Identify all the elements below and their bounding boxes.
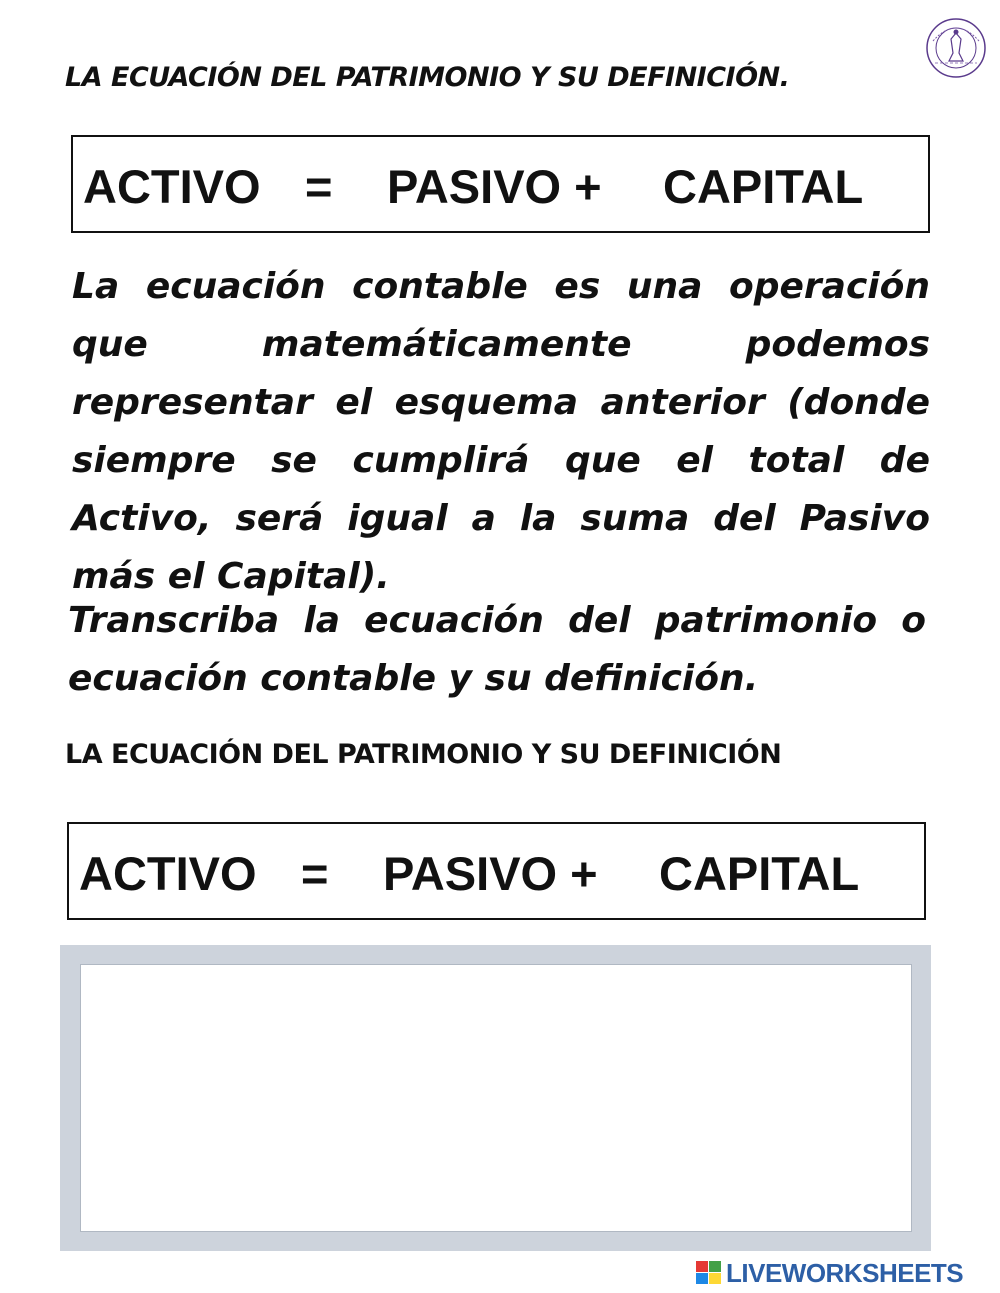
equation-capital: CAPITAL — [663, 160, 864, 213]
exercise-equation-box — [67, 822, 926, 920]
equation-equals: = — [305, 160, 333, 213]
exercise-title: LA ECUACIÓN DEL PATRIMONIO Y SU DEFINICIÓN — [65, 739, 782, 770]
definition-paragraph: La ecuación contable es una operación que matemáticamente podemos representar el esquema anterior (donde siempre se cumplirá que el total de Activo, será igual a la suma del Pasivo más el Capital). — [72, 266, 930, 597]
exercise-equation-activo: ACTIVO — [79, 847, 257, 900]
exercise-equation-equals: = — [301, 847, 329, 900]
instruction-paragraph: Transcriba la ecuación del patrimonio o ecuación contable y su definición. — [68, 600, 926, 699]
liveworksheets-brand: LIVEWORKSHEETS — [726, 1258, 964, 1288]
exercise-equation-capital: CAPITAL — [659, 847, 860, 900]
exercise-equation-pasivo: PASIVO + — [383, 847, 598, 900]
answer-frame — [60, 945, 931, 1251]
school-seal-icon — [925, 17, 987, 79]
equation-box — [71, 135, 930, 233]
liveworksheets-footer[interactable] — [696, 1259, 996, 1287]
answer-textarea[interactable] — [80, 964, 912, 1232]
page-title: LA ECUACIÓN DEL PATRIMONIO Y SU DEFINICIÓN. — [65, 62, 790, 93]
equation-pasivo: PASIVO + — [387, 160, 602, 213]
liveworksheets-logo-icon — [696, 1261, 722, 1285]
equation-activo: ACTIVO — [83, 160, 261, 213]
